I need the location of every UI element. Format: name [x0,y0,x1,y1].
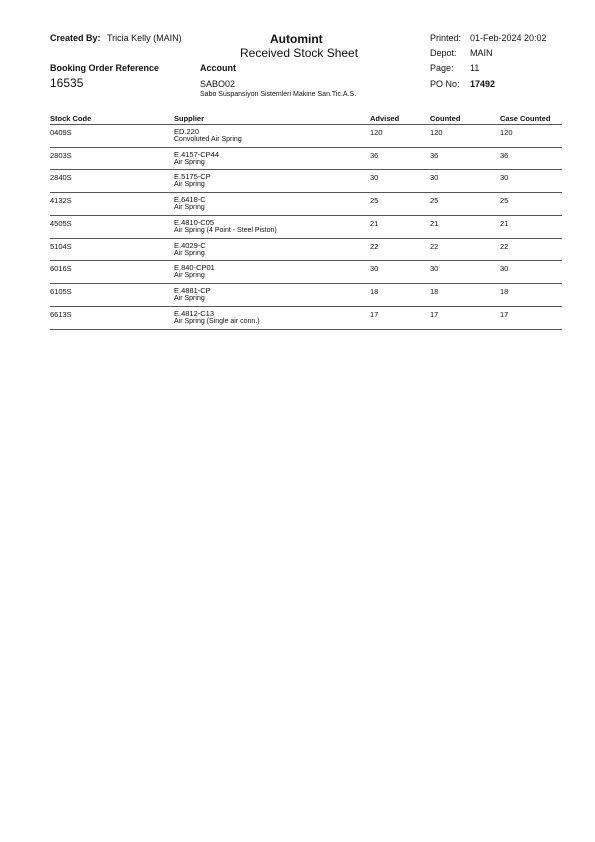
supplier-description: Air Spring [174,204,205,211]
supplier-description: Convoluted Air Spring [174,136,242,143]
case-counted-cell: 25 [500,196,509,205]
table-row [50,193,562,216]
case-counted-cell: 21 [500,219,509,228]
supplier-cell [174,196,206,212]
account-label: Account [200,63,236,73]
case-counted-cell: 30 [500,173,509,182]
company-name: Automint [270,32,323,46]
page-value: 11 [470,63,480,73]
printed-value: 01-Feb-2024 20:02 [470,33,547,43]
advised-cell: 22 [370,242,379,251]
supplier-cell [174,310,260,326]
supplier-description: Air Spring [174,159,205,166]
depot-value: MAIN [470,48,493,58]
supplier-code: E.4157-CP44 [174,150,220,159]
booking-ref-value: 16535 [50,76,84,90]
table-row [50,216,562,239]
stock-code-cell: 0409S [50,128,72,137]
stock-code-cell: 4132S [50,196,72,205]
advised-cell: 21 [370,219,379,228]
supplier-cell [174,173,211,189]
supplier-description: Air Spring (4 Point - Steel Piston) [174,227,277,234]
supplier-cell [174,128,242,144]
supplier-code: E.4881-CP [174,286,211,295]
supplier-code: ED.220 [174,127,200,136]
stock-code-cell: 6613S [50,310,72,319]
table-row [50,170,562,193]
counted-cell: 30 [430,173,439,182]
table-body [50,125,562,330]
supplier-cell [174,287,211,303]
table-row [50,148,562,170]
counted-cell: 120 [430,128,443,137]
supplier-description: Air Spring (Single air conn.) [174,318,260,325]
case-counted-cell: 36 [500,151,509,160]
supplier-code: E.840-CP01 [174,263,215,272]
col-counted: Counted [430,114,461,123]
stock-code-cell: 2840S [50,173,72,182]
case-counted-cell: 18 [500,287,509,296]
stock-code-cell: 4505S [50,219,72,228]
col-supplier: Supplier [174,114,205,123]
counted-cell: 22 [430,242,439,251]
advised-cell: 120 [370,128,383,137]
supplier-description: Air Spring [174,181,205,188]
supplier-description: Air Spring [174,272,205,279]
created-by-value: Tricia Kelly (MAIN) [107,33,182,43]
table-row [50,239,562,261]
stock-code-cell: 6105S [50,287,72,296]
stock-code-cell: 2803S [50,151,72,160]
created-by-label: Created By: [50,33,101,43]
case-counted-cell: 17 [500,310,509,319]
col-case-counted: Case Counted [500,114,551,123]
counted-cell: 30 [430,264,439,273]
table-row [50,125,562,148]
advised-cell: 18 [370,287,379,296]
supplier-cell [174,219,277,235]
table-row [50,307,562,330]
advised-cell: 36 [370,151,379,160]
account-name: Sabo Suspansiyon Sistemleri Makine San.Tic.A.S. [200,91,357,98]
table-row [50,261,562,284]
table-header [50,114,562,125]
supplier-description: Air Spring [174,295,205,302]
counted-cell: 36 [430,151,439,160]
document-title: Received Stock Sheet [240,46,359,60]
advised-cell: 25 [370,196,379,205]
supplier-code: E.5175-CP [174,172,211,181]
depot-label: Depot: [430,48,457,58]
case-counted-cell: 22 [500,242,509,251]
po-label: PO No: [430,79,460,89]
stock-code-cell: 5104S [50,242,72,251]
supplier-cell [174,151,219,167]
table-row [50,284,562,307]
page-label: Page: [430,63,454,73]
case-counted-cell: 30 [500,264,509,273]
counted-cell: 18 [430,287,439,296]
col-stock-code: Stock Code [50,114,92,123]
counted-cell: 21 [430,219,439,228]
col-advised: Advised [370,114,400,123]
supplier-code: E.4810-C05 [174,218,215,227]
advised-cell: 17 [370,310,379,319]
stock-table [50,114,562,330]
advised-cell: 30 [370,264,379,273]
counted-cell: 17 [430,310,439,319]
supplier-description: Air Spring [174,250,205,257]
account-value: SABO02 [200,79,236,89]
printed-label: Printed: [430,33,462,43]
case-counted-cell: 120 [500,128,513,137]
booking-ref-label: Booking Order Reference [50,63,160,73]
advised-cell: 30 [370,173,379,182]
po-value: 17492 [470,79,496,89]
supplier-code: E.6418-C [174,195,206,204]
counted-cell: 25 [430,196,439,205]
stock-code-cell: 6016S [50,264,72,273]
supplier-code: E.4029-C [174,241,206,250]
supplier-cell [174,264,215,280]
supplier-code: E.4812-C13 [174,309,215,318]
supplier-cell [174,242,206,258]
